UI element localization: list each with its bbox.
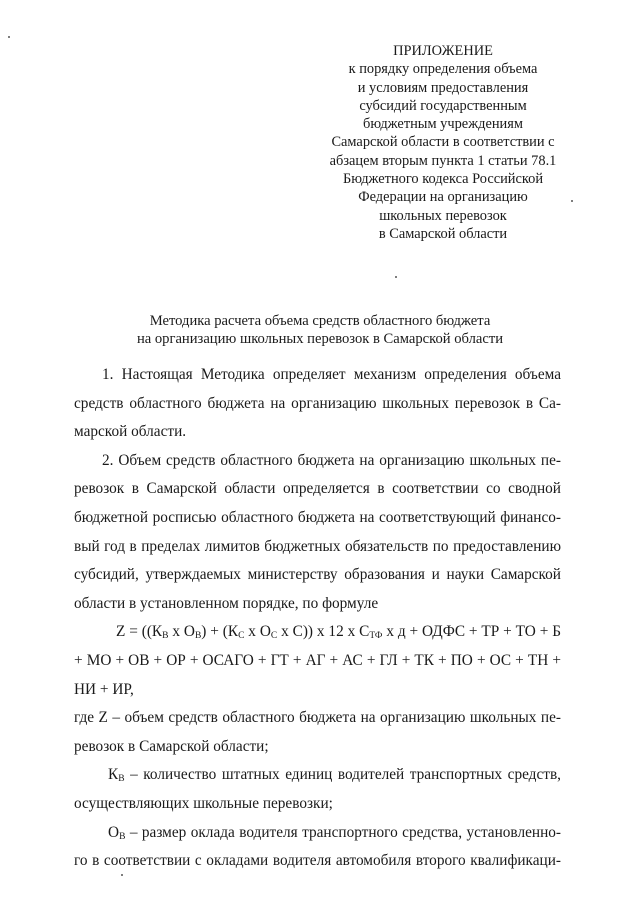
appendix-line: Бюджетного кодекса Российской bbox=[342, 171, 544, 188]
appendix-line: субсидий государственным bbox=[359, 97, 527, 114]
paragraph-line: субсидий, утверждаемых министерству образования и науки Самарской bbox=[74, 566, 561, 584]
definition-subscript: В bbox=[119, 831, 126, 842]
appendix-line: бюджетным учреждениям bbox=[363, 116, 523, 133]
appendix-line: школьных перевозок bbox=[379, 207, 507, 224]
scan-speck bbox=[8, 36, 10, 38]
definition-line: где Z – объем средств областного бюджета на организацию школьных пе- bbox=[74, 709, 561, 727]
formula-subscript: С bbox=[270, 631, 278, 642]
formula-text: Z = ((К bbox=[116, 623, 163, 641]
definition-line bbox=[74, 761, 561, 790]
paragraph-line: марской области. bbox=[74, 423, 187, 441]
formula-text: x д + ОДФС + ТР + ТО + Б bbox=[382, 623, 561, 641]
appendix-line: Федерации на организацию bbox=[358, 189, 528, 206]
definition-text: – размер оклада водителя транспортного средства, установленно- bbox=[125, 823, 561, 841]
definition-subscript: В bbox=[118, 774, 125, 785]
appendix-title: ПРИЛОЖЕНИЕ bbox=[393, 43, 493, 59]
definition-line: ревозок в Самарской области; bbox=[74, 737, 269, 755]
paragraph-line: ревозок в Самарской области определяется в соответствии со сводной bbox=[74, 480, 561, 498]
formula-line bbox=[74, 618, 561, 647]
formula-text: ) + (К bbox=[201, 623, 239, 641]
formula-line: + МО + ОВ + ОР + ОСАГО + ГТ + АГ + АС + ГЛ + ТК + ПО + ОС + ТН + bbox=[74, 651, 561, 669]
formula-subscript: В bbox=[162, 631, 169, 642]
appendix-line: абзацем вторым пункта 1 статьи 78.1 bbox=[329, 152, 557, 169]
paragraph-line: средств областного бюджета на организацию школьных перевозок в Са- bbox=[74, 394, 561, 412]
formula-text: x С)) x 12 x С bbox=[277, 623, 370, 641]
definition-line: осуществляющих школьные перевозки; bbox=[74, 794, 333, 812]
document-title bbox=[60, 312, 580, 348]
title-line: Методика расчета объема средств областного бюджета bbox=[149, 313, 491, 329]
appendix-header bbox=[312, 42, 574, 243]
appendix-line: и условиям предоставления bbox=[357, 79, 529, 96]
paragraph-line: 2. Объем средств областного бюджета на организацию школьных пе- bbox=[102, 451, 561, 469]
definition-text: – количество штатных единиц водителей транспортных средств, bbox=[124, 766, 561, 784]
formula-subscript: ТФ bbox=[369, 631, 383, 642]
paragraph-line: вый год в пределах лимитов бюджетных обязательств по предоставлению bbox=[74, 537, 561, 555]
formula-text: x О bbox=[244, 623, 271, 641]
paragraph-line: области в установленном порядке, по формуле bbox=[74, 594, 379, 612]
definition-symbol: К bbox=[108, 766, 119, 784]
definition-symbol: О bbox=[108, 823, 120, 841]
formula-subscript: В bbox=[194, 631, 202, 642]
paragraph-line: бюджетной росписью областного бюджета на соответствующий финансо- bbox=[74, 508, 561, 526]
paragraph-line: 1. Настоящая Методика определяет механизм определения объема bbox=[102, 366, 561, 383]
document-body bbox=[74, 361, 561, 876]
formula-subscript: С bbox=[238, 631, 245, 642]
definition-line: го в соответствии с окладами водителя автомобиля второго квалификаци- bbox=[74, 852, 561, 870]
formula-text: x О bbox=[168, 623, 195, 641]
scan-speck bbox=[395, 276, 397, 278]
appendix-line: в Самарской области bbox=[378, 225, 508, 242]
appendix-line: к порядку определения объема bbox=[348, 61, 538, 78]
formula-line: НИ + ИР, bbox=[74, 680, 134, 698]
appendix-line: Самарской области в соответствии с bbox=[331, 134, 555, 151]
title-line: на организацию школьных перевозок в Самарской области bbox=[136, 331, 504, 347]
definition-line bbox=[74, 819, 561, 848]
